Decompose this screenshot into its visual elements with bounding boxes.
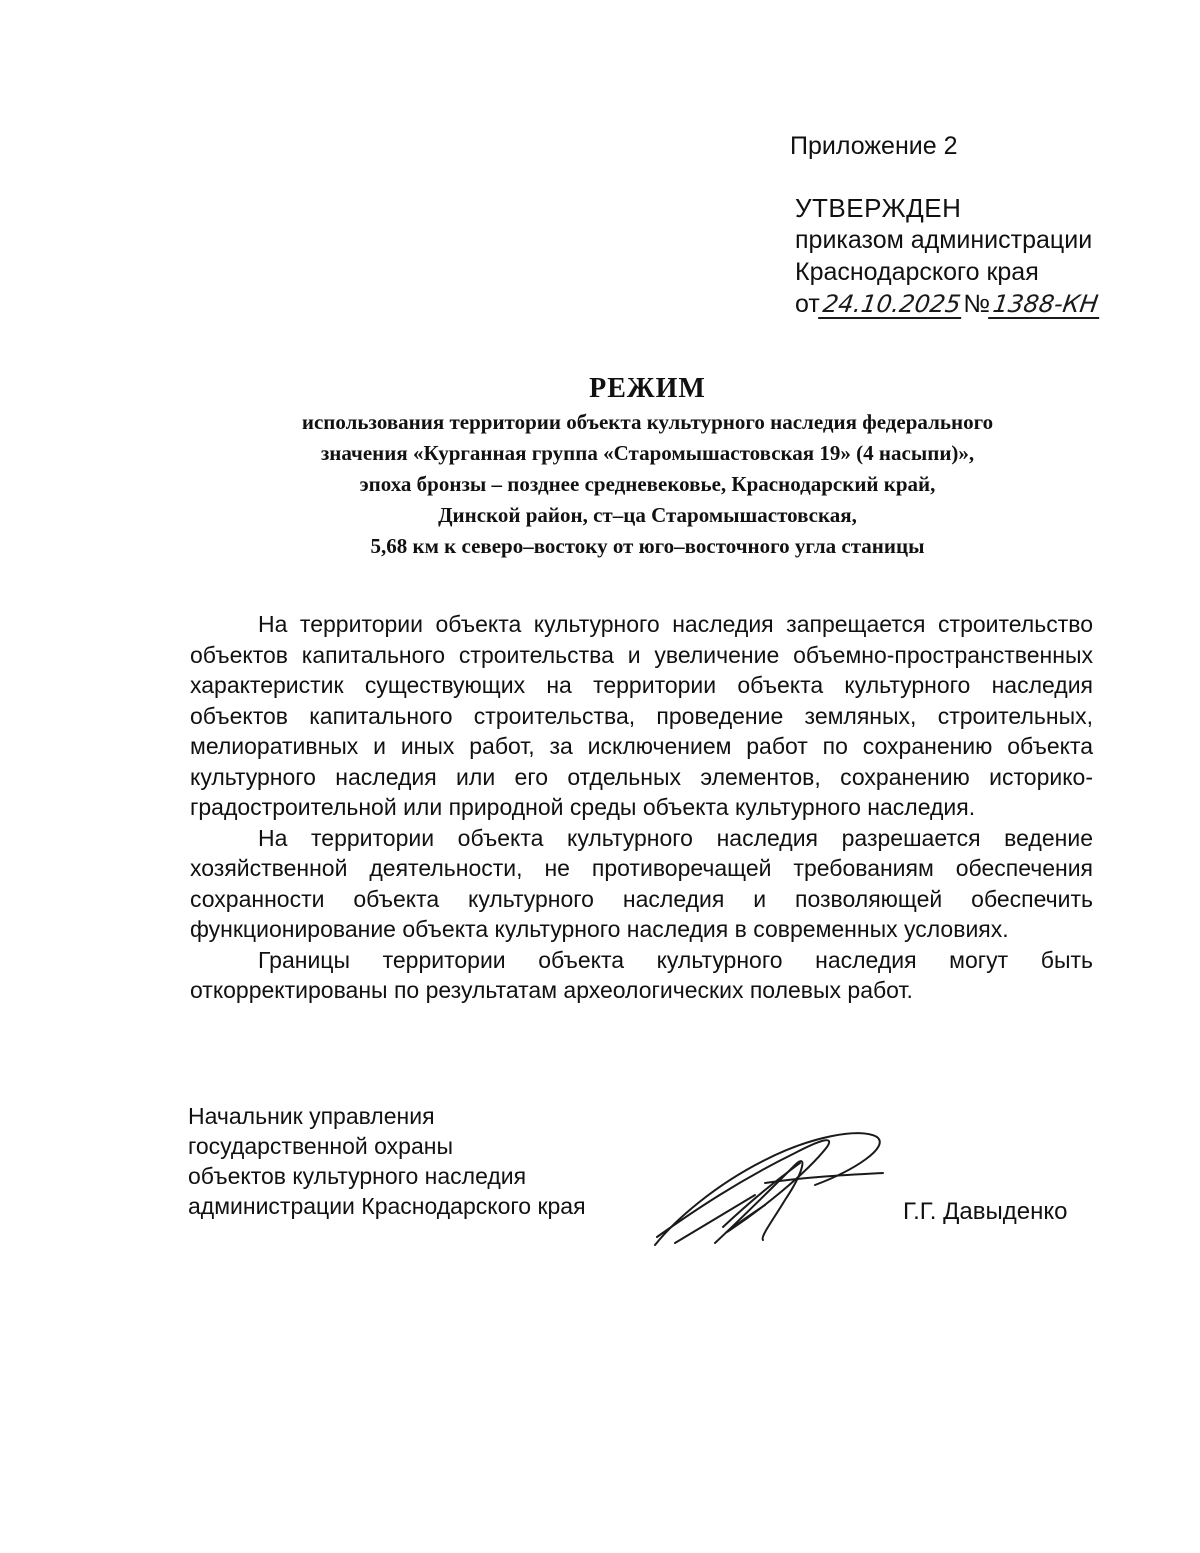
signer-position-line-3: объектов культурного наследия xyxy=(188,1163,527,1189)
signer-name: Г.Г. Давыденко xyxy=(903,1198,1068,1225)
body-paragraph-3: Границы территории объекта культурного наследия могут быть откорректированы по результатам археологических полевых работ. xyxy=(190,946,1093,1003)
signer-position-line-4: администрации Краснодарского края xyxy=(188,1193,586,1219)
appendix-label: Приложение 2 xyxy=(790,132,958,160)
signer-position-line-1: Начальник управления xyxy=(188,1103,435,1129)
body-text xyxy=(190,609,1093,1006)
approved-title: УТВЕРЖДЕН xyxy=(795,193,962,223)
date-prefix: от xyxy=(795,290,820,318)
signer-position-line-2: государственной охраны xyxy=(188,1133,453,1159)
handwritten-date: 24.10.2025 xyxy=(818,291,965,319)
order-date-number-line xyxy=(795,288,1101,320)
heading-line-1: использования территории объекта культурного наследия федерального xyxy=(301,410,994,434)
document-heading xyxy=(190,373,1105,562)
approved-line-2: Краснодарского края xyxy=(795,258,1039,286)
handwritten-signature xyxy=(645,1125,890,1255)
approved-line-1: приказом администрации xyxy=(795,226,1093,254)
body-paragraph-2: На территории объекта культурного наследия разрешается ведение хозяйственной деятельности, не противоречащей требованиям обеспечения сохранности объекта культурного наследия и позволяющей обеспечить функционирование объекта культурного наследия в современных условиях. xyxy=(190,824,1093,942)
heading-line-5: 5,68 км к северо–востоку от юго–восточного угла станицы xyxy=(370,534,925,558)
handwritten-order-number: 1388-КН xyxy=(988,291,1103,319)
heading-line-3: эпоха бронзы – позднее средневековье, Краснодарский край, xyxy=(359,472,936,496)
heading-line-4: Динской район, ст–ца Старомышастовская, xyxy=(438,503,857,527)
heading-title: РЕЖИМ xyxy=(589,373,706,404)
heading-line-2: значения «Курганная группа «Старомышастовская 19» (4 насыпи)», xyxy=(320,441,975,465)
body-paragraph-1: На территории объекта культурного наследия запрещается строительство объектов капитального строительства и увеличение объемно-пространственных характеристик существующих на территории объекта культурного наследия объектов капитального строительства, проведение земляных, строительных, мелиоративных и иных работ, за исключением работ по сохранению объекта культурного наследия или его отдельных элементов, сохранению историко-градостроительной или природной среды объекта культурного наследия. xyxy=(190,611,1093,820)
number-prefix: № xyxy=(963,290,991,318)
approval-block xyxy=(795,192,1101,320)
signer-position xyxy=(188,1101,586,1221)
